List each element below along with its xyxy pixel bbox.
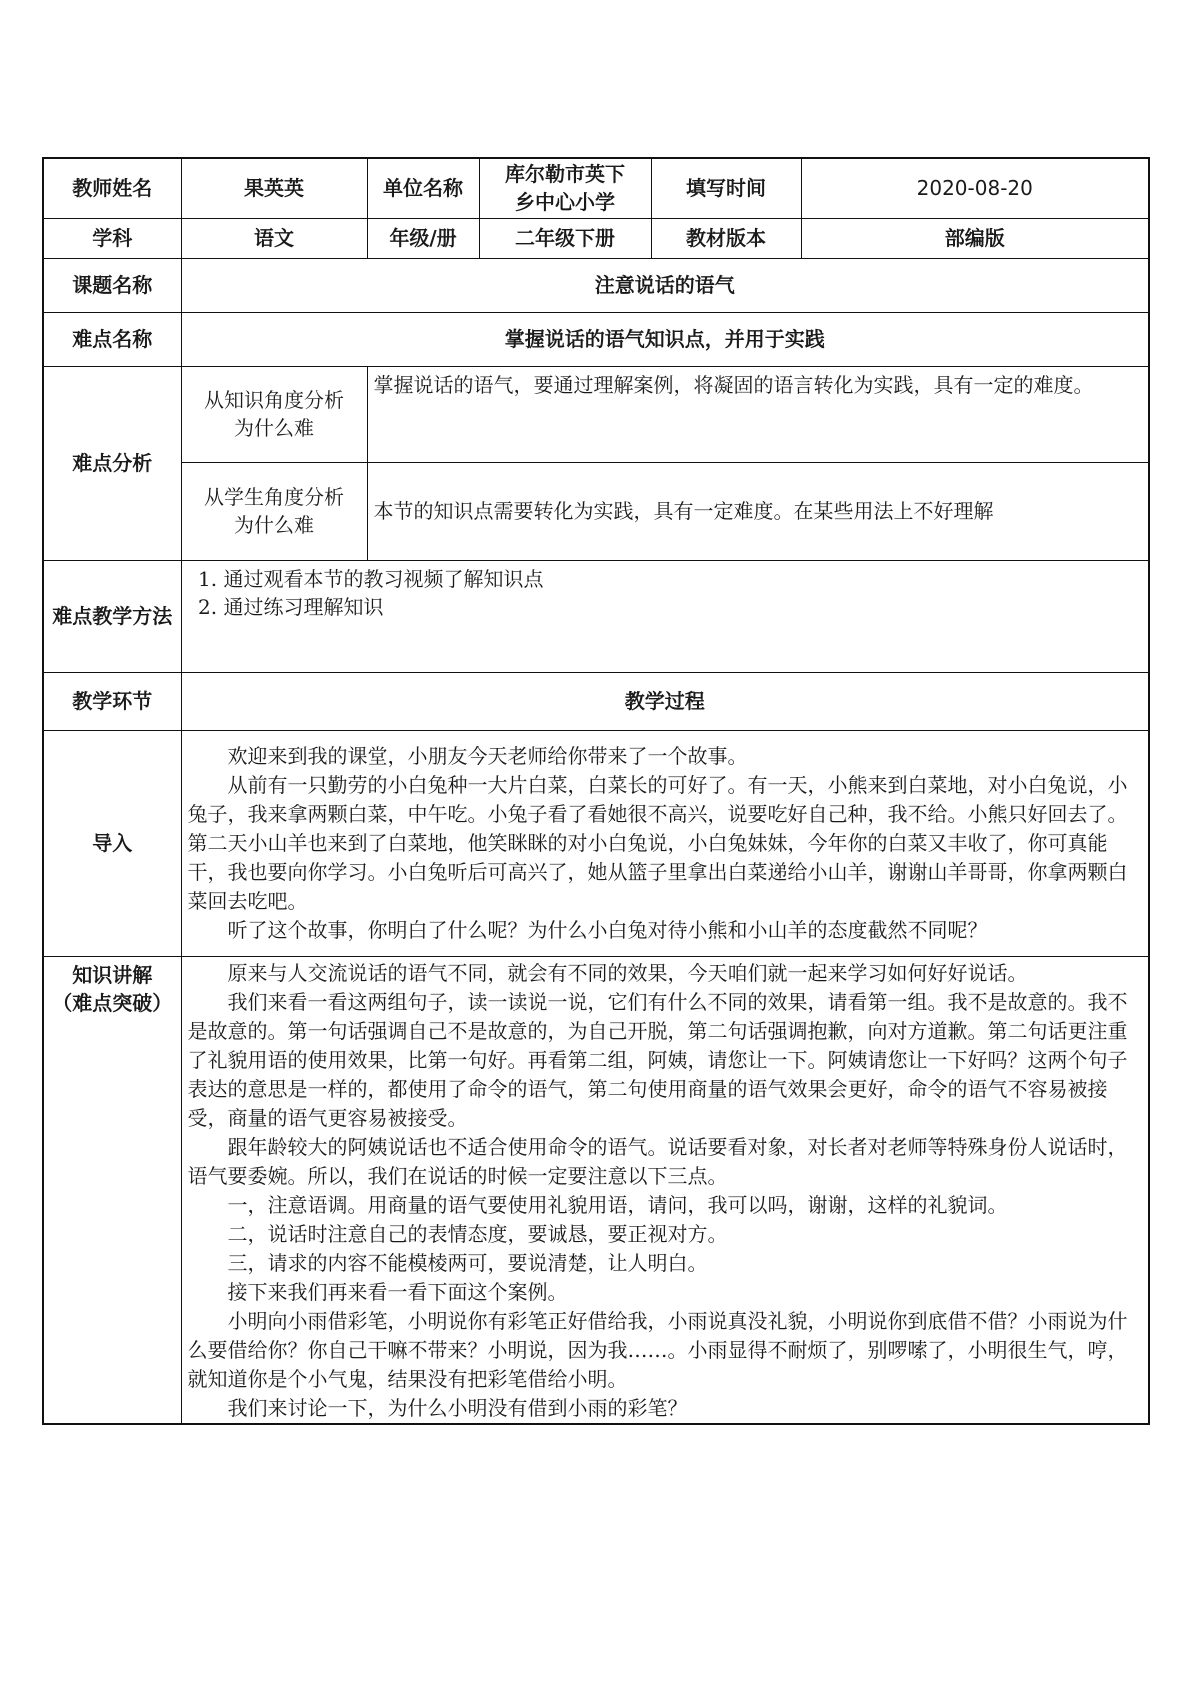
intro-paragraph: 从前有一只勤劳的小白兔种一大片白菜，白菜长的可好了。有一天，小熊来到白菜地，对小白兔说，小兔子，我来拿两颗白菜，中午吃。小兔子看了看她很不高兴，说要吃好自己种，我不给。小熊只好回去了。第二天小山羊也来到了白菜地，他笑眯眯的对小白兔说，小白兔妹妹，今年你的白菜又丰收了，你可真能干，我也要向你学习。小白兔听后可高兴了，她从篮子里拿出白菜递给小山羊，谢谢山羊哥哥，你拿两颗白菜回去吃吧。 — [187, 772, 1128, 913]
knowledge-paragraph: 我们来看一看这两组句子，读一读说一说，它们有什么不同的效果，请看第一组。我不是故意的。我不是故意的。第一句话强调自己不是故意的，为自己开脱，第二句话强调抱歉，向对方道歉。第二句话更注重了礼貌用语的使用效果，比第一句好。再看第二组，阿姨，请您让一下。阿姨请您让一下好吗？这两个句子表达的意思是一样的，都使用了命令的语气，第二句使用商量的语气效果会更好，命令的语气不容易被接受，商量的语气更容易被接受。 — [187, 989, 1128, 1130]
difficulty-value: 掌握说话的语气知识点，并用于实践 — [181, 312, 1149, 366]
knowledge-paragraph: 接下来我们再来看一看下面这个案例。 — [227, 1279, 568, 1304]
knowledge-paragraph: 二，说话时注意自己的表情态度，要诚恳，要正视对方。 — [227, 1221, 728, 1246]
method-item: 2. 通过练习理解知识 — [224, 593, 1143, 621]
knowledge-content — [181, 956, 1149, 1424]
grade-label: 年级/册 — [367, 218, 479, 258]
grade-value: 二年级下册 — [479, 218, 651, 258]
lesson-plan-table — [42, 157, 1150, 1425]
info-row-2 — [43, 218, 1149, 258]
intro-row — [43, 730, 1149, 956]
knowledge-label-cell — [43, 956, 181, 1424]
subject-label: 学科 — [43, 218, 181, 258]
topic-label: 课题名称 — [43, 258, 181, 312]
knowledge-paragraph: 小明向小雨借彩笔，小明说你有彩笔正好借给我，小雨说真没礼貌，小明说你到底借不借？小雨说为什么要借给你？你自己干嘛不带来？小明说，因为我……。小雨显得不耐烦了，别啰嗦了，小明很生气，哼，就知道你是个小气鬼，结果没有把彩笔借给小明。 — [187, 1308, 1128, 1391]
unit-value: 库尔勒市英下乡中心小学 — [479, 158, 651, 218]
knowledge-paragraph: 一，注意语调。用商量的语气要使用礼貌用语，请问，我可以吗，谢谢，这样的礼貌词。 — [227, 1192, 1008, 1217]
intro-label: 导入 — [43, 730, 181, 956]
analysis-label: 难点分析 — [43, 366, 181, 560]
date-value: 2020-08-20 — [801, 158, 1149, 218]
topic-row — [43, 258, 1149, 312]
difficulty-row — [43, 312, 1149, 366]
topic-value: 注意说话的语气 — [181, 258, 1149, 312]
analysis-knowledge-label: 从知识角度分析为什么难 — [181, 366, 367, 462]
teacher-value: 果英英 — [181, 158, 367, 218]
info-row-1 — [43, 158, 1149, 218]
knowledge-paragraph: 三，请求的内容不能模棱两可，要说清楚，让人明白。 — [227, 1250, 708, 1275]
intro-paragraph: 听了这个故事，你明白了什么呢？为什么小白兔对待小熊和小山羊的态度截然不同呢？ — [227, 917, 988, 942]
process-label: 教学过程 — [181, 672, 1149, 730]
intro-paragraph: 欢迎来到我的课堂，小朋友今天老师给你带来了一个故事。 — [227, 743, 748, 768]
analysis-row-student — [43, 462, 1149, 560]
knowledge-paragraph: 跟年龄较大的阿姨说话也不适合使用命令的语气。说话要看对象，对长者对老师等特殊身份人说话时，语气要委婉。所以，我们在说话的时候一定要注意以下三点。 — [187, 1134, 1128, 1188]
knowledge-paragraph: 原来与人交流说话的语气不同，就会有不同的效果，今天咱们就一起来学习如何好好说话。 — [227, 960, 1028, 985]
analysis-student-text: 本节的知识点需要转化为实践，具有一定难度。在某些用法上不好理解 — [367, 462, 1149, 560]
method-row — [43, 560, 1149, 672]
teacher-label: 教师姓名 — [43, 158, 181, 218]
analysis-row-knowledge — [43, 366, 1149, 462]
difficulty-label: 难点名称 — [43, 312, 181, 366]
knowledge-label: 知识讲解 — [72, 962, 153, 987]
edition-label: 教材版本 — [651, 218, 801, 258]
method-list — [188, 565, 1143, 621]
date-label: 填写时间 — [651, 158, 801, 218]
knowledge-paragraph: 我们来讨论一下，为什么小明没有借到小雨的彩笔？ — [227, 1395, 688, 1420]
subject-value: 语文 — [181, 218, 367, 258]
process-header-row — [43, 672, 1149, 730]
knowledge-row — [43, 956, 1149, 1424]
method-label: 难点教学方法 — [43, 560, 181, 672]
analysis-student-label: 从学生角度分析为什么难 — [181, 462, 367, 560]
intro-content — [181, 730, 1149, 956]
unit-label: 单位名称 — [367, 158, 479, 218]
method-cell — [181, 560, 1149, 672]
process-step-label: 教学环节 — [43, 672, 181, 730]
analysis-knowledge-text: 掌握说话的语气，要通过理解案例，将凝固的语言转化为实践，具有一定的难度。 — [367, 366, 1149, 462]
knowledge-sublabel: （难点突破） — [52, 990, 173, 1015]
edition-value: 部编版 — [801, 218, 1149, 258]
method-item: 1. 通过观看本节的教习视频了解知识点 — [224, 565, 1143, 593]
